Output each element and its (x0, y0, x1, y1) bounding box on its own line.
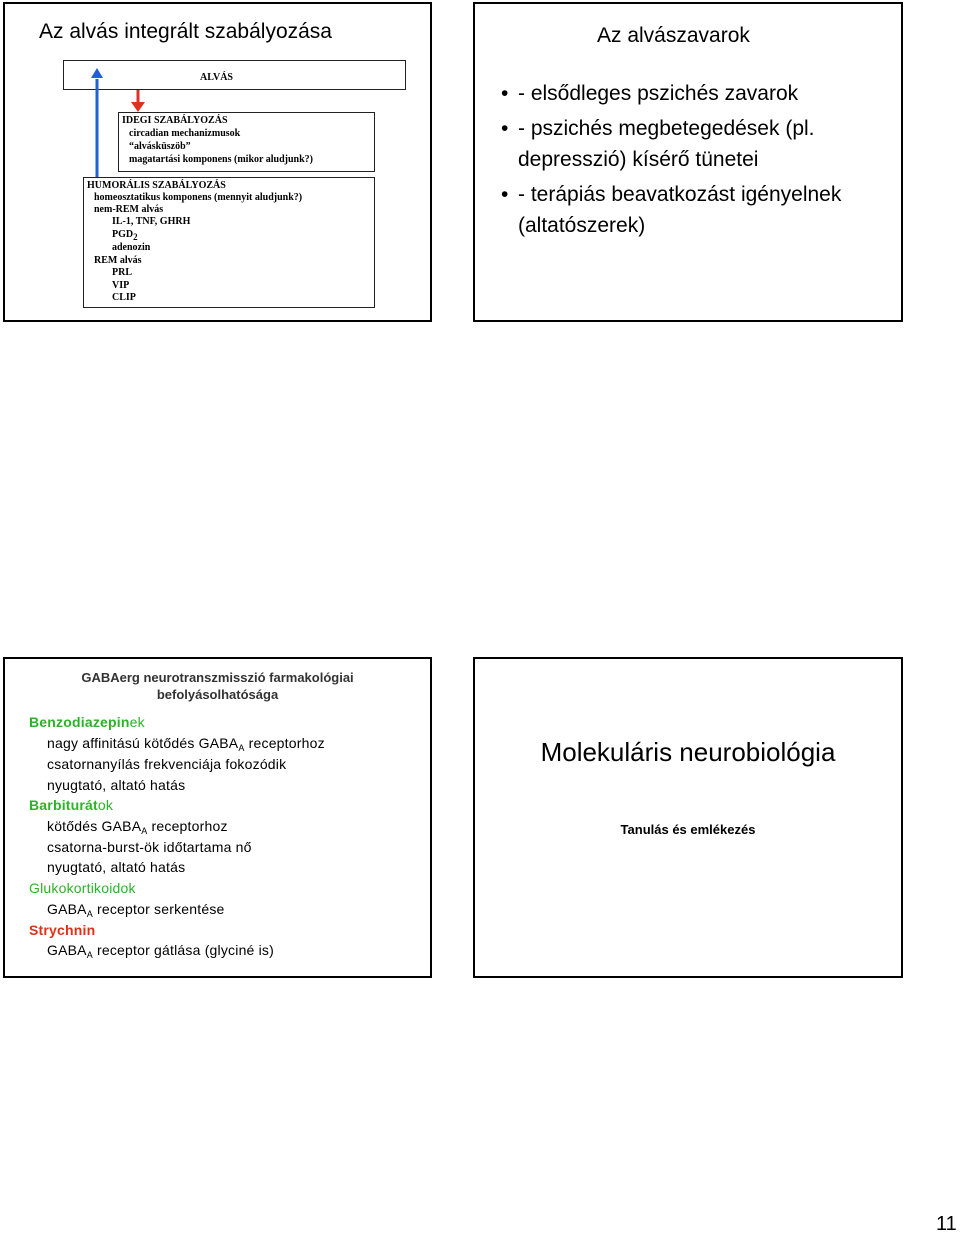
slide-sleep-regulation (3, 2, 432, 322)
humoral-title: HUMORÁLIS SZABÁLYOZÁS (87, 180, 226, 191)
benzo-item: nagy affinitású kötődés $GABA_A$ receptorhoz (47, 735, 325, 753)
bullet-item: • - terápiás beavatkozást igényelnek (altatószerek) (501, 183, 842, 237)
barb-item: csatorna-burst-ök időtartama nő (47, 839, 252, 855)
slide-title: Molekuláris neurobiológia (540, 737, 836, 767)
slide-gabaergic-pharmacology (3, 657, 432, 978)
neural-title: IDEGI SZABÁLYOZÁS (122, 115, 228, 126)
rem-item: PRL (112, 267, 132, 278)
sleep-label: ALVÁS (200, 72, 233, 83)
rem-item: VIP (112, 280, 130, 291)
bullet-item: • - elsődleges pszichés zavarok (501, 82, 799, 105)
bullet-list (501, 78, 891, 245)
slide-title: Az alvás integrált szabályozása (39, 20, 332, 43)
rem-item: CLIP (112, 292, 136, 303)
humoral-regulation-box (83, 177, 375, 308)
nrem-item: $PGD_2$ (112, 229, 138, 242)
neural-regulation-box (118, 112, 375, 172)
glucocorticoid-heading: Glukokortikoidok (29, 880, 136, 896)
neural-item: “alvásküszöb” (129, 141, 191, 152)
bullet-item: • - pszichés megbetegedések (pl. depresszió) kísérő tünetei (501, 117, 815, 171)
slide-molecular-neurobiology (473, 657, 903, 978)
slide-title: Az alvászavarok (597, 24, 750, 47)
benzo-item: nyugtató, altató hatás (47, 777, 186, 793)
barb-item: nyugtató, altató hatás (47, 859, 186, 875)
nrem-item: IL-1, TNF, GHRH (112, 216, 191, 227)
humoral-line: homeosztatikus komponens (mennyit aludjunk?) (94, 192, 303, 203)
benzodiazepine-heading: Benzodiazepinek (29, 714, 145, 730)
nrem-label: nem-REM alvás (94, 204, 164, 215)
barbiturate-heading: Barbiturátok (29, 797, 114, 813)
rem-label: REM alvás (94, 255, 142, 266)
gluko-item: $GABA_A$ receptor serkentése (47, 901, 225, 919)
red-arrow-head (131, 102, 145, 112)
slide-subtitle: Tanulás és emlékezés (620, 822, 756, 837)
strychnine-heading: Strychnin (29, 922, 96, 938)
neural-item: magatartási komponens (mikor aludjunk?) (129, 154, 314, 165)
nrem-item: adenozin (112, 242, 151, 253)
slide-sleep-disorders (473, 2, 903, 322)
benzo-item: csatornanyílás frekvenciája fokozódik (47, 756, 287, 772)
barb-item: kötődés $GABA_A$ receptorhoz (47, 818, 228, 836)
strych-item: $GABA_A$ receptor gátlása (glyciné is) (47, 942, 274, 960)
slide-heading: GABAerg neurotranszmisszió farmakológiai befolyásolhatósága (81, 670, 354, 702)
page-number: 11 (936, 1213, 957, 1235)
neural-item: circadian mechanizmusok (129, 128, 241, 139)
blue-arrow-head (91, 68, 103, 78)
